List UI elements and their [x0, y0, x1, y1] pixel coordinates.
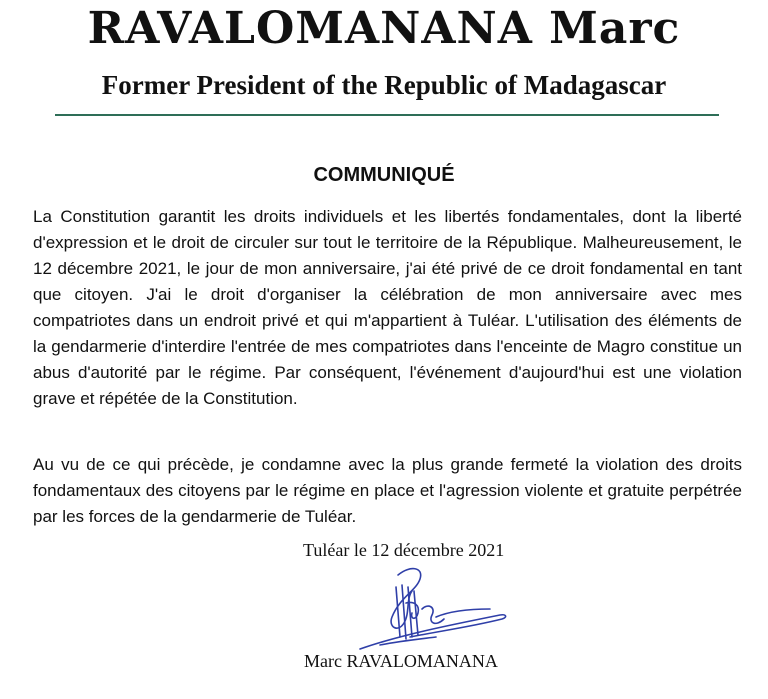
letterhead-divider	[55, 114, 719, 116]
body-paragraph-1: La Constitution garantit les droits individuels et les libertés fondamentales, dont la liberté d'expression et le droit de circuler sur tout le territoire de la République. Malheureusement, le 12 décembre 2021, le jour de mon anniversaire, j'ai été privé de ce droit fondamental en tant que citoyen. J'ai le droit d'organiser la célébration de mon anniversaire avec mes compatriotes dans un endroit privé et qui m'appartient à Tuléar. L'utilisation des éléments de la gendarmerie d'interdire l'entrée de mes compatriotes dans l'enceinte de Magro constitue un abus d'autorité par le régime. Par conséquent, l'événement d'aujourd'hui est une violation grave et répétée de la Constitution.	[33, 207, 742, 408]
document-title: COMMUNIQUÉ	[313, 164, 455, 186]
body-paragraph-2: Au vu de ce qui précède, je condamne avec la plus grande fermeté la violation des droits fondamentaux des citoyens par le régime en place et l'agression violente et gratuite perpétrée par les forces de la gendarmerie de Tuléar.	[33, 455, 742, 526]
handwritten-signature	[340, 557, 520, 657]
letterhead-title: Former President of the Republic of Madagascar	[101, 70, 667, 100]
place-and-date: Tuléar le 12 décembre 2021	[303, 540, 505, 560]
letterhead-name: RAVALOMANANA Marc	[87, 3, 681, 54]
signer-name: Marc RAVALOMANANA	[304, 651, 498, 671]
